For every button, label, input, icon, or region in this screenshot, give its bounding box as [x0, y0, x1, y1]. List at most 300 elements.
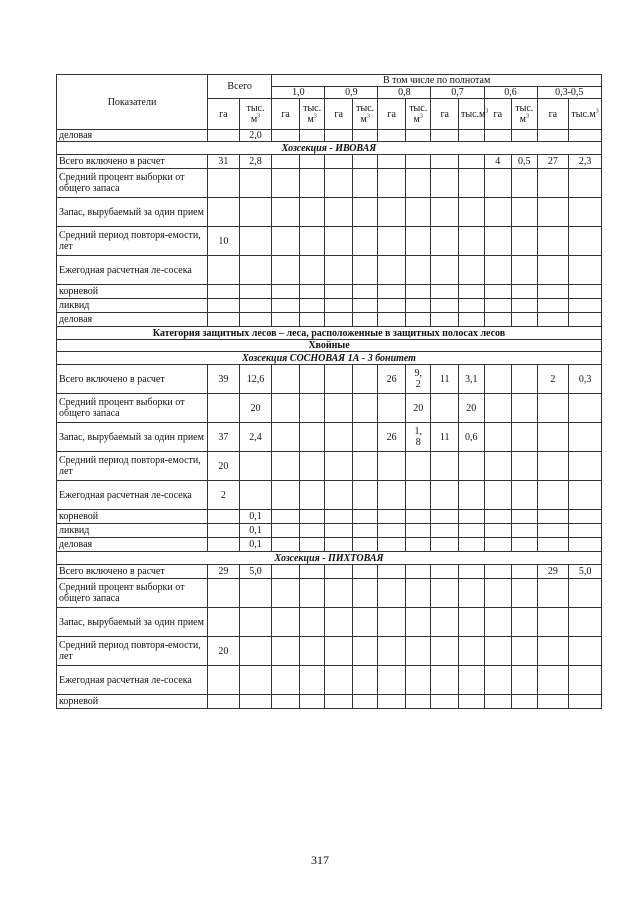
- cell-value: [299, 608, 325, 637]
- row-label: Средний период повторя-емости, лет: [57, 637, 208, 666]
- cell-value: 20: [208, 637, 240, 666]
- cell-value: [272, 155, 300, 169]
- cell-value: [537, 313, 569, 327]
- cell-value: [325, 524, 353, 538]
- cell-value: [272, 299, 300, 313]
- cell-value: [569, 637, 602, 666]
- cell-value: [239, 313, 272, 327]
- cell-value: 1, 8: [405, 423, 431, 452]
- cell-value: [299, 285, 325, 299]
- cell-value: [405, 524, 431, 538]
- table-row: [57, 423, 602, 452]
- cell-value: [272, 423, 300, 452]
- cell-value: [325, 510, 353, 524]
- cell-value: [208, 695, 240, 709]
- cell-value: [537, 256, 569, 285]
- cell-value: [208, 130, 240, 142]
- cell-value: [299, 169, 325, 198]
- cell-value: [459, 579, 485, 608]
- cell-value: [378, 608, 406, 637]
- group-title: Хвойные: [57, 340, 602, 352]
- cell-value: [405, 299, 431, 313]
- cell-value: [537, 579, 569, 608]
- cell-value: [405, 169, 431, 198]
- cell-value: [299, 227, 325, 256]
- cell-value: [352, 155, 378, 169]
- section-title: Хозсекция - ИВОВАЯ: [57, 142, 602, 155]
- section-title: Хозсекция - ПИХТОВАЯ: [57, 552, 602, 565]
- cell-value: [378, 565, 406, 579]
- cell-value: [378, 198, 406, 227]
- table-row: [57, 394, 602, 423]
- cell-value: [325, 637, 353, 666]
- cell-value: [299, 452, 325, 481]
- cell-value: [239, 227, 272, 256]
- cell-value: [239, 256, 272, 285]
- cell-value: [325, 256, 353, 285]
- cell-value: 0,1: [239, 538, 272, 552]
- cell-value: [405, 155, 431, 169]
- cell-value: [405, 198, 431, 227]
- cell-value: [352, 394, 378, 423]
- cell-value: [405, 538, 431, 552]
- header-density: 0,9: [325, 87, 378, 99]
- cell-value: [569, 198, 602, 227]
- cell-value: [239, 666, 272, 695]
- cell-value: [431, 299, 459, 313]
- cell-value: [352, 695, 378, 709]
- cell-value: [484, 313, 512, 327]
- cell-value: [272, 524, 300, 538]
- cell-value: [569, 423, 602, 452]
- cell-value: [378, 313, 406, 327]
- cell-value: [208, 198, 240, 227]
- cell-value: 20: [405, 394, 431, 423]
- cell-value: [431, 130, 459, 142]
- cell-value: [484, 130, 512, 142]
- cell-value: [272, 579, 300, 608]
- cell-value: [431, 256, 459, 285]
- header-unit-ha: га: [272, 99, 300, 130]
- cell-value: [512, 313, 538, 327]
- cell-value: [208, 313, 240, 327]
- cell-value: [299, 130, 325, 142]
- section-row: [57, 552, 602, 565]
- cell-value: [431, 155, 459, 169]
- cell-value: 0,1: [239, 510, 272, 524]
- cell-value: [484, 481, 512, 510]
- row-label: Ежегодная расчетная ле-сосека: [57, 256, 208, 285]
- cell-value: [569, 695, 602, 709]
- cell-value: [299, 299, 325, 313]
- header-unit-ha: га: [325, 99, 353, 130]
- cell-value: [239, 169, 272, 198]
- cell-value: [378, 130, 406, 142]
- cell-value: [325, 130, 353, 142]
- cell-value: [325, 579, 353, 608]
- row-label: деловая: [57, 538, 208, 552]
- cell-value: [405, 313, 431, 327]
- cell-value: [484, 198, 512, 227]
- cell-value: [459, 565, 485, 579]
- cell-value: [325, 155, 353, 169]
- cell-value: [405, 579, 431, 608]
- cell-value: [325, 198, 353, 227]
- cell-value: [378, 637, 406, 666]
- cell-value: [569, 394, 602, 423]
- cell-value: [512, 524, 538, 538]
- table-row: [57, 695, 602, 709]
- cell-value: 12,6: [239, 365, 272, 394]
- cell-value: [272, 510, 300, 524]
- cell-value: [325, 365, 353, 394]
- cell-value: [569, 299, 602, 313]
- cell-value: [208, 394, 240, 423]
- cell-value: 2,8: [239, 155, 272, 169]
- cell-value: [431, 169, 459, 198]
- cell-value: [378, 394, 406, 423]
- cell-value: [512, 365, 538, 394]
- cell-value: [484, 666, 512, 695]
- cell-value: [431, 579, 459, 608]
- cell-value: [431, 394, 459, 423]
- cell-value: [459, 285, 485, 299]
- cell-value: [512, 565, 538, 579]
- cell-value: [299, 198, 325, 227]
- cell-value: [431, 481, 459, 510]
- cell-value: [459, 256, 485, 285]
- cell-value: [352, 481, 378, 510]
- cell-value: [352, 452, 378, 481]
- cell-value: 2,4: [239, 423, 272, 452]
- cell-value: [431, 608, 459, 637]
- cell-value: [352, 365, 378, 394]
- cell-value: [537, 169, 569, 198]
- cell-value: [512, 299, 538, 313]
- cell-value: [299, 423, 325, 452]
- row-label: Средний процент выборки от общего запаса: [57, 169, 208, 198]
- cell-value: [484, 538, 512, 552]
- row-label: Средний период повторя-емости, лет: [57, 227, 208, 256]
- cell-value: 5,0: [239, 565, 272, 579]
- cell-value: 20: [239, 394, 272, 423]
- cell-value: [569, 481, 602, 510]
- header-density: 0,3-0,5: [537, 87, 601, 99]
- row-label: Запас, вырубаемый за один прием: [57, 608, 208, 637]
- cell-value: [208, 510, 240, 524]
- cell-value: [325, 608, 353, 637]
- cell-value: [299, 481, 325, 510]
- cell-value: [272, 365, 300, 394]
- table-row: [57, 169, 602, 198]
- cell-value: [537, 452, 569, 481]
- cell-value: [325, 299, 353, 313]
- cell-value: [459, 130, 485, 142]
- cell-value: [431, 524, 459, 538]
- cell-value: 10: [208, 227, 240, 256]
- cell-value: [537, 695, 569, 709]
- cell-value: [352, 198, 378, 227]
- header-unit-volume: тыс. $м^3$: [299, 99, 325, 130]
- cell-value: [569, 579, 602, 608]
- cell-value: [484, 637, 512, 666]
- cell-value: [431, 510, 459, 524]
- cell-value: [299, 313, 325, 327]
- cell-value: 0,1: [239, 524, 272, 538]
- cell-value: [537, 423, 569, 452]
- cell-value: [431, 227, 459, 256]
- cell-value: [484, 365, 512, 394]
- cell-value: [325, 452, 353, 481]
- cell-value: [431, 452, 459, 481]
- cell-value: [378, 285, 406, 299]
- table-row: [57, 285, 602, 299]
- table-row: [57, 565, 602, 579]
- felling-calculation-table: [56, 74, 602, 709]
- cell-value: [325, 394, 353, 423]
- cell-value: [208, 299, 240, 313]
- cell-value: [537, 510, 569, 524]
- cell-value: [484, 565, 512, 579]
- row-label: Запас, вырубаемый за один прием: [57, 198, 208, 227]
- header-density: 1,0: [272, 87, 325, 99]
- cell-value: [272, 637, 300, 666]
- header-unit-ha: га: [431, 99, 459, 130]
- cell-value: [325, 285, 353, 299]
- header-density: 0,8: [378, 87, 431, 99]
- cell-value: [569, 130, 602, 142]
- cell-value: 31: [208, 155, 240, 169]
- cell-value: [537, 637, 569, 666]
- cell-value: [299, 565, 325, 579]
- cell-value: [405, 130, 431, 142]
- cell-value: [537, 394, 569, 423]
- cell-value: [239, 637, 272, 666]
- cell-value: [512, 256, 538, 285]
- cell-value: [537, 285, 569, 299]
- cell-value: [352, 256, 378, 285]
- cell-value: [484, 608, 512, 637]
- cell-value: [299, 155, 325, 169]
- cell-value: 29: [537, 565, 569, 579]
- cell-value: [272, 565, 300, 579]
- cell-value: [352, 227, 378, 256]
- cell-value: [512, 579, 538, 608]
- cell-value: [325, 169, 353, 198]
- cell-value: [459, 481, 485, 510]
- cell-value: [239, 198, 272, 227]
- cell-value: [537, 198, 569, 227]
- cell-value: [208, 579, 240, 608]
- cell-value: [378, 538, 406, 552]
- header-unit-volume: $тыс.м^3$: [459, 99, 485, 130]
- cell-value: [272, 285, 300, 299]
- cell-value: [272, 452, 300, 481]
- cell-value: [239, 285, 272, 299]
- cell-value: [352, 423, 378, 452]
- cell-value: [431, 637, 459, 666]
- cell-value: [405, 637, 431, 666]
- cell-value: [272, 538, 300, 552]
- cell-value: [512, 481, 538, 510]
- cell-value: [484, 423, 512, 452]
- cell-value: [569, 666, 602, 695]
- header-unit-ha: га: [484, 99, 512, 130]
- cell-value: [459, 524, 485, 538]
- cell-value: [352, 299, 378, 313]
- cell-value: [299, 365, 325, 394]
- table-row: [57, 299, 602, 313]
- table-row: [57, 579, 602, 608]
- cell-value: [459, 637, 485, 666]
- cell-value: [537, 130, 569, 142]
- cell-value: [431, 538, 459, 552]
- cell-value: [272, 608, 300, 637]
- table-row: [57, 256, 602, 285]
- cell-value: [352, 169, 378, 198]
- cell-value: [325, 481, 353, 510]
- cell-value: [352, 579, 378, 608]
- cell-value: [405, 666, 431, 695]
- table-row: [57, 666, 602, 695]
- header-unit-ha: га: [378, 99, 406, 130]
- cell-value: [512, 637, 538, 666]
- cell-value: [459, 666, 485, 695]
- cell-value: [272, 695, 300, 709]
- cell-value: [569, 452, 602, 481]
- cell-value: [352, 538, 378, 552]
- header-unit-volume: тыс. $м^3$: [512, 99, 538, 130]
- cell-value: [512, 198, 538, 227]
- cell-value: [484, 169, 512, 198]
- cell-value: [299, 524, 325, 538]
- cell-value: [299, 394, 325, 423]
- header-unit-volume: тыс. $м^3$: [239, 99, 272, 130]
- cell-value: [352, 666, 378, 695]
- cell-value: 37: [208, 423, 240, 452]
- cell-value: [459, 695, 485, 709]
- cell-value: [405, 452, 431, 481]
- cell-value: [208, 538, 240, 552]
- cell-value: [484, 285, 512, 299]
- header-unit-ha: га: [537, 99, 569, 130]
- cell-value: [378, 452, 406, 481]
- cell-value: [239, 579, 272, 608]
- cell-value: 20: [459, 394, 485, 423]
- cell-value: [512, 285, 538, 299]
- table-row: [57, 452, 602, 481]
- cell-value: [512, 227, 538, 256]
- cell-value: [405, 227, 431, 256]
- cell-value: [239, 695, 272, 709]
- section-row: [57, 340, 602, 352]
- cell-value: [405, 256, 431, 285]
- cell-value: [512, 423, 538, 452]
- cell-value: [512, 452, 538, 481]
- cell-value: [569, 313, 602, 327]
- cell-value: [537, 481, 569, 510]
- cell-value: [239, 299, 272, 313]
- cell-value: [512, 666, 538, 695]
- cell-value: [459, 299, 485, 313]
- section-row: [57, 327, 602, 340]
- cell-value: [299, 666, 325, 695]
- row-label: корневой: [57, 510, 208, 524]
- cell-value: [325, 695, 353, 709]
- cell-value: [208, 285, 240, 299]
- row-label: Средний процент выборки от общего запаса: [57, 579, 208, 608]
- cell-value: [405, 510, 431, 524]
- cell-value: [378, 155, 406, 169]
- cell-value: [405, 285, 431, 299]
- cell-value: 2: [208, 481, 240, 510]
- table-row: [57, 198, 602, 227]
- cell-value: [299, 579, 325, 608]
- cell-value: [484, 299, 512, 313]
- cell-value: [484, 579, 512, 608]
- cell-value: [459, 169, 485, 198]
- cell-value: [569, 510, 602, 524]
- cell-value: [352, 524, 378, 538]
- table-row: [57, 524, 602, 538]
- cell-value: [378, 169, 406, 198]
- header-unit-ha: га: [208, 99, 240, 130]
- table-row: [57, 313, 602, 327]
- row-label: Всего включено в расчет: [57, 155, 208, 169]
- table-row: [57, 130, 602, 142]
- cell-value: [405, 695, 431, 709]
- cell-value: [352, 565, 378, 579]
- cell-value: [459, 198, 485, 227]
- cell-value: [484, 510, 512, 524]
- cell-value: [431, 666, 459, 695]
- cell-value: [405, 608, 431, 637]
- cell-value: 2: [537, 365, 569, 394]
- cell-value: [512, 695, 538, 709]
- cell-value: [512, 394, 538, 423]
- cell-value: [537, 299, 569, 313]
- section-row: [57, 352, 602, 365]
- table-row: [57, 365, 602, 394]
- row-label: корневой: [57, 285, 208, 299]
- page-number: 317: [311, 853, 329, 867]
- cell-value: [325, 227, 353, 256]
- header-density: 0,6: [484, 87, 537, 99]
- cell-value: [431, 695, 459, 709]
- cell-value: 3,1: [459, 365, 485, 394]
- cell-value: 0,5: [512, 155, 538, 169]
- cell-value: 26: [378, 423, 406, 452]
- cell-value: [239, 608, 272, 637]
- cell-value: [272, 130, 300, 142]
- cell-value: [299, 256, 325, 285]
- cell-value: 5,0: [569, 565, 602, 579]
- row-label: Всего включено в расчет: [57, 365, 208, 394]
- cell-value: [208, 169, 240, 198]
- cell-value: [352, 130, 378, 142]
- table-row: [57, 538, 602, 552]
- cell-value: [569, 169, 602, 198]
- cell-value: [537, 227, 569, 256]
- cell-value: [299, 637, 325, 666]
- cell-value: [378, 227, 406, 256]
- cell-value: 26: [378, 365, 406, 394]
- cell-value: [484, 524, 512, 538]
- cell-value: 9, 2: [405, 365, 431, 394]
- section-row: [57, 142, 602, 155]
- cell-value: [431, 313, 459, 327]
- header-total: Всего: [208, 75, 272, 99]
